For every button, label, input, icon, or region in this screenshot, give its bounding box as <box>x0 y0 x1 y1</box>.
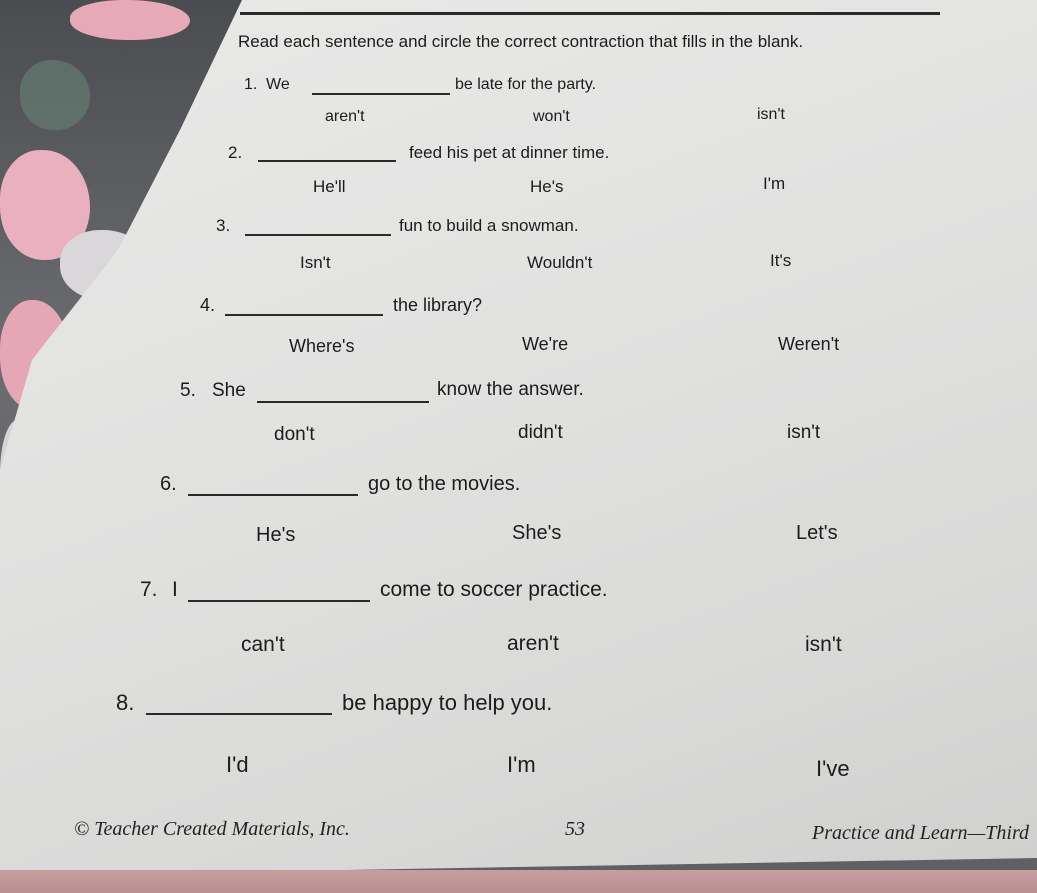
choice[interactable]: He'll <box>313 177 346 196</box>
choice[interactable]: isn't <box>757 106 785 123</box>
copyright-text: © Teacher Created Materials, Inc. <box>74 818 350 840</box>
table-surface <box>0 870 1037 893</box>
choice[interactable]: I've <box>816 756 850 781</box>
question-prefix: She <box>212 380 246 401</box>
question-text: come to soccer practice. <box>380 578 608 601</box>
question-number: 6. <box>160 473 177 495</box>
question-prefix: I <box>172 578 178 601</box>
question-text: know the answer. <box>437 379 584 400</box>
choice[interactable]: I'm <box>763 174 786 193</box>
answer-blank[interactable] <box>257 401 429 403</box>
page-number: 53 <box>565 818 585 840</box>
choice[interactable]: We're <box>522 334 569 354</box>
series-title: Practice and Learn—Third <box>812 822 1030 844</box>
question-number: 4. <box>200 295 216 315</box>
answer-blank[interactable] <box>188 494 358 496</box>
question-prefix: We <box>266 76 290 93</box>
answer-blank[interactable] <box>225 314 383 316</box>
question-text: the library? <box>393 295 483 315</box>
question-text: go to the movies. <box>368 473 521 495</box>
choice[interactable]: I'm <box>507 752 536 777</box>
choice[interactable]: It's <box>770 251 792 270</box>
choice[interactable]: can't <box>241 633 285 656</box>
question-number: 5. <box>180 380 196 401</box>
question-number: 7. <box>140 578 158 601</box>
question-number: 1. <box>244 76 258 93</box>
choice[interactable]: He's <box>530 177 564 196</box>
choice[interactable]: won't <box>533 108 570 125</box>
choice[interactable]: isn't <box>787 422 821 443</box>
choice[interactable]: Where's <box>289 336 355 356</box>
choice[interactable]: Weren't <box>778 334 840 354</box>
question-number: 8. <box>116 690 135 715</box>
choice[interactable]: don't <box>274 424 315 445</box>
choice[interactable]: isn't <box>805 633 842 656</box>
choice[interactable]: Let's <box>796 522 838 544</box>
choice[interactable]: She's <box>512 522 562 544</box>
choice[interactable]: aren't <box>325 108 365 125</box>
choice[interactable]: I'd <box>226 752 249 777</box>
question-number: 3. <box>216 216 231 235</box>
answer-blank[interactable] <box>188 600 370 602</box>
choice[interactable]: didn't <box>518 422 563 443</box>
choice[interactable]: Wouldn't <box>527 253 593 272</box>
choice[interactable]: He's <box>256 524 296 546</box>
question-text: be late for the party. <box>455 76 597 93</box>
answer-blank[interactable] <box>312 93 450 95</box>
answer-blank[interactable] <box>258 160 396 162</box>
question-text: feed his pet at dinner time. <box>409 143 610 162</box>
choice[interactable]: Isn't <box>300 253 331 272</box>
question-text: be happy to help you. <box>342 690 553 715</box>
answer-blank[interactable] <box>245 234 391 236</box>
top-rule <box>240 12 940 15</box>
question-number: 2. <box>228 143 243 162</box>
question-text: fun to build a snowman. <box>399 216 579 235</box>
choice[interactable]: aren't <box>507 632 559 655</box>
instructions: Read each sentence and circle the correct contraction that fills in the blank. <box>238 32 804 51</box>
answer-blank[interactable] <box>146 713 332 715</box>
